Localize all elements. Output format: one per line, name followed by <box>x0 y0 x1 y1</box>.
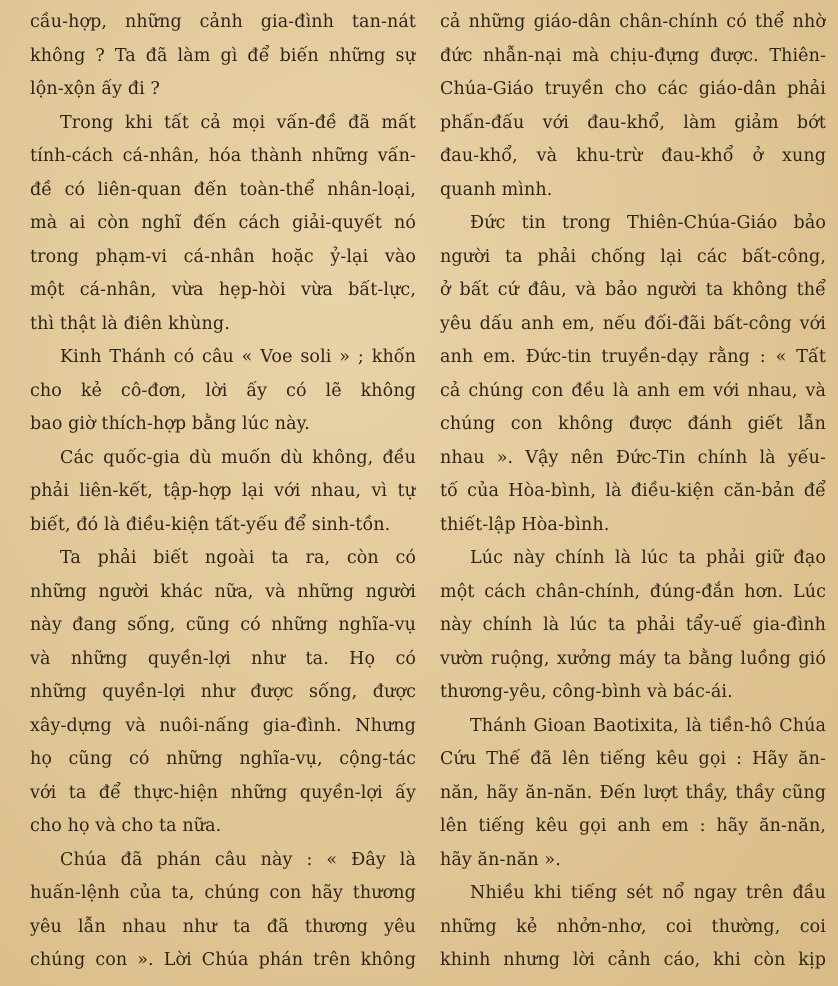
text-line: Các quốc-gia dù muốn dù không, đều <box>60 447 416 468</box>
text-line: quanh mình. <box>440 179 553 200</box>
text-line: lên tiếng kêu gọi anh em : hãy ăn-năn, <box>440 816 826 836</box>
text-line: Chúa-Giáo truyền cho các giáo-dân phải <box>440 79 826 99</box>
text-line: một cá-nhân, vừa hẹp-hòi vừa bất-lực, <box>30 280 416 300</box>
text-line: một cách chân-chính, đúng-đắn hơn. Lúc <box>440 581 826 602</box>
text-line: những quyền-lợi như được sống, được <box>30 682 416 702</box>
text-line: yêu lẫn nhau như ta đã thương yêu <box>30 916 416 937</box>
text-line: huấn-lệnh của ta, chúng con hãy thương <box>30 883 416 903</box>
text-line: Lúc này chính là lúc ta phải giữ đạo <box>470 548 826 568</box>
text-line: họ cũng có những nghĩa-vụ, cộng-tác <box>30 749 416 769</box>
text-line: trong phạm-vi cá-nhân hoặc ỷ-lại vào <box>30 246 416 267</box>
text-line: anh em. Đức-tin truyền-dạy rằng : « Tất <box>440 347 826 367</box>
text-line: chúng con không được đánh giết lẫn <box>440 414 826 434</box>
text-line: này đang sống, cũng có những nghĩa-vụ <box>30 615 416 635</box>
text-line: những kẻ nhởn-nhơ, coi thường, coi <box>440 916 826 937</box>
text-line: phải liên-kết, tập-hợp lại với nhau, vì tự <box>30 481 416 501</box>
text-line: ở bất cứ đâu, và bảo người ta không thể <box>440 280 826 300</box>
text-line: nhau ». Vậy nên Đức-Tin chính là yếu- <box>440 447 826 468</box>
text-line: đức nhẫn-nại mà chịu-đựng được. Thiên- <box>440 45 826 66</box>
text-line: cả chúng con đều là anh em với nhau, và <box>440 380 826 401</box>
text-line: cho kẻ cô-đơn, lời ấy có lẽ không <box>30 380 416 401</box>
text-line: cầu-hợp, những cảnh gia-đình tan-nát <box>30 12 416 32</box>
text-line: và những quyền-lợi như ta. Họ có <box>30 648 416 669</box>
text-line: Thánh Gioan Baotixita, là tiền-hô Chúa <box>470 715 826 736</box>
text-line: đề có liên-quan đến toàn-thể nhân-loại, <box>30 179 416 200</box>
text-line: chúng con ». Lời Chúa phán trên không <box>30 950 416 970</box>
text-line: này chính là lúc ta phải tẩy-uế gia-đình <box>440 615 826 635</box>
text-line: tính-cách cá-nhân, hóa thành những vấn- <box>30 146 416 166</box>
text-line: hãy ăn-năn ». <box>440 849 561 870</box>
text-line: Chúa đã phán câu này : « Đây là <box>60 849 416 870</box>
text-line: Cứu Thế đã lên tiếng kêu gọi : Hãy ăn- <box>440 749 826 769</box>
text-line: đau-khổ, và khu-trừ đau-khổ ở xung <box>440 146 826 166</box>
text-line: biết, đó là điều-kiện tất-yếu để sinh-tồn. <box>30 514 391 535</box>
left-column <box>30 6 416 978</box>
text-line: thiết-lập Hòa-bình. <box>440 514 610 535</box>
text-line: xây-dựng và nuôi-nấng gia-đình. Nhưng <box>30 715 416 736</box>
text-line: Nhiều khi tiếng sét nổ ngay trên đầu <box>470 883 826 903</box>
text-line: tố của Hòa-bình, là điều-kiện căn-bản để <box>440 481 826 501</box>
text-line: vườn ruộng, xưởng máy ta bằng luồng gió <box>440 648 826 669</box>
text-line: cho họ và cho ta nữa. <box>30 816 222 836</box>
text-line: những người khác nữa, và những người <box>30 581 416 602</box>
text-line: Đức tin trong Thiên-Chúa-Giáo bảo <box>470 213 826 233</box>
text-line: Kinh Thánh có câu « Voe soli » ; khốn <box>60 347 416 367</box>
text-line: thương-yêu, công-bình và bác-ái. <box>440 682 733 702</box>
text-line: không ? Ta đã làm gì để biến những sự <box>30 45 416 66</box>
right-column <box>440 6 826 978</box>
text-line: mà ai còn nghĩ đến cách giải-quyết nó <box>30 213 416 233</box>
text-line: cả những giáo-dân chân-chính có thể nhờ <box>440 12 826 32</box>
text-line: Ta phải biết ngoài ta ra, còn có <box>60 548 416 568</box>
text-line: yêu dấu anh em, nếu đối-đãi bất-công với <box>440 313 826 334</box>
text-line: khinh nhưng lời cảnh cáo, khi còn kịp <box>440 950 826 970</box>
text-line: với ta để thực-hiện những quyền-lợi ấy <box>30 782 416 803</box>
text-line: người ta phải chống lại các bất-công, <box>440 246 826 267</box>
text-line: năn, hãy ăn-năn. Đến lượt thầy, thầy cũng <box>440 782 826 803</box>
text-line: bao giờ thích-hợp bằng lúc này. <box>30 414 310 434</box>
text-line: phấn-đấu với đau-khổ, làm giảm bớt <box>440 112 826 133</box>
text-line: lộn-xộn ấy đi ? <box>30 79 160 99</box>
text-line: Trong khi tất cả mọi vấn-đề đã mất <box>60 112 416 133</box>
text-line: thì thật là điên khùng. <box>30 313 230 334</box>
